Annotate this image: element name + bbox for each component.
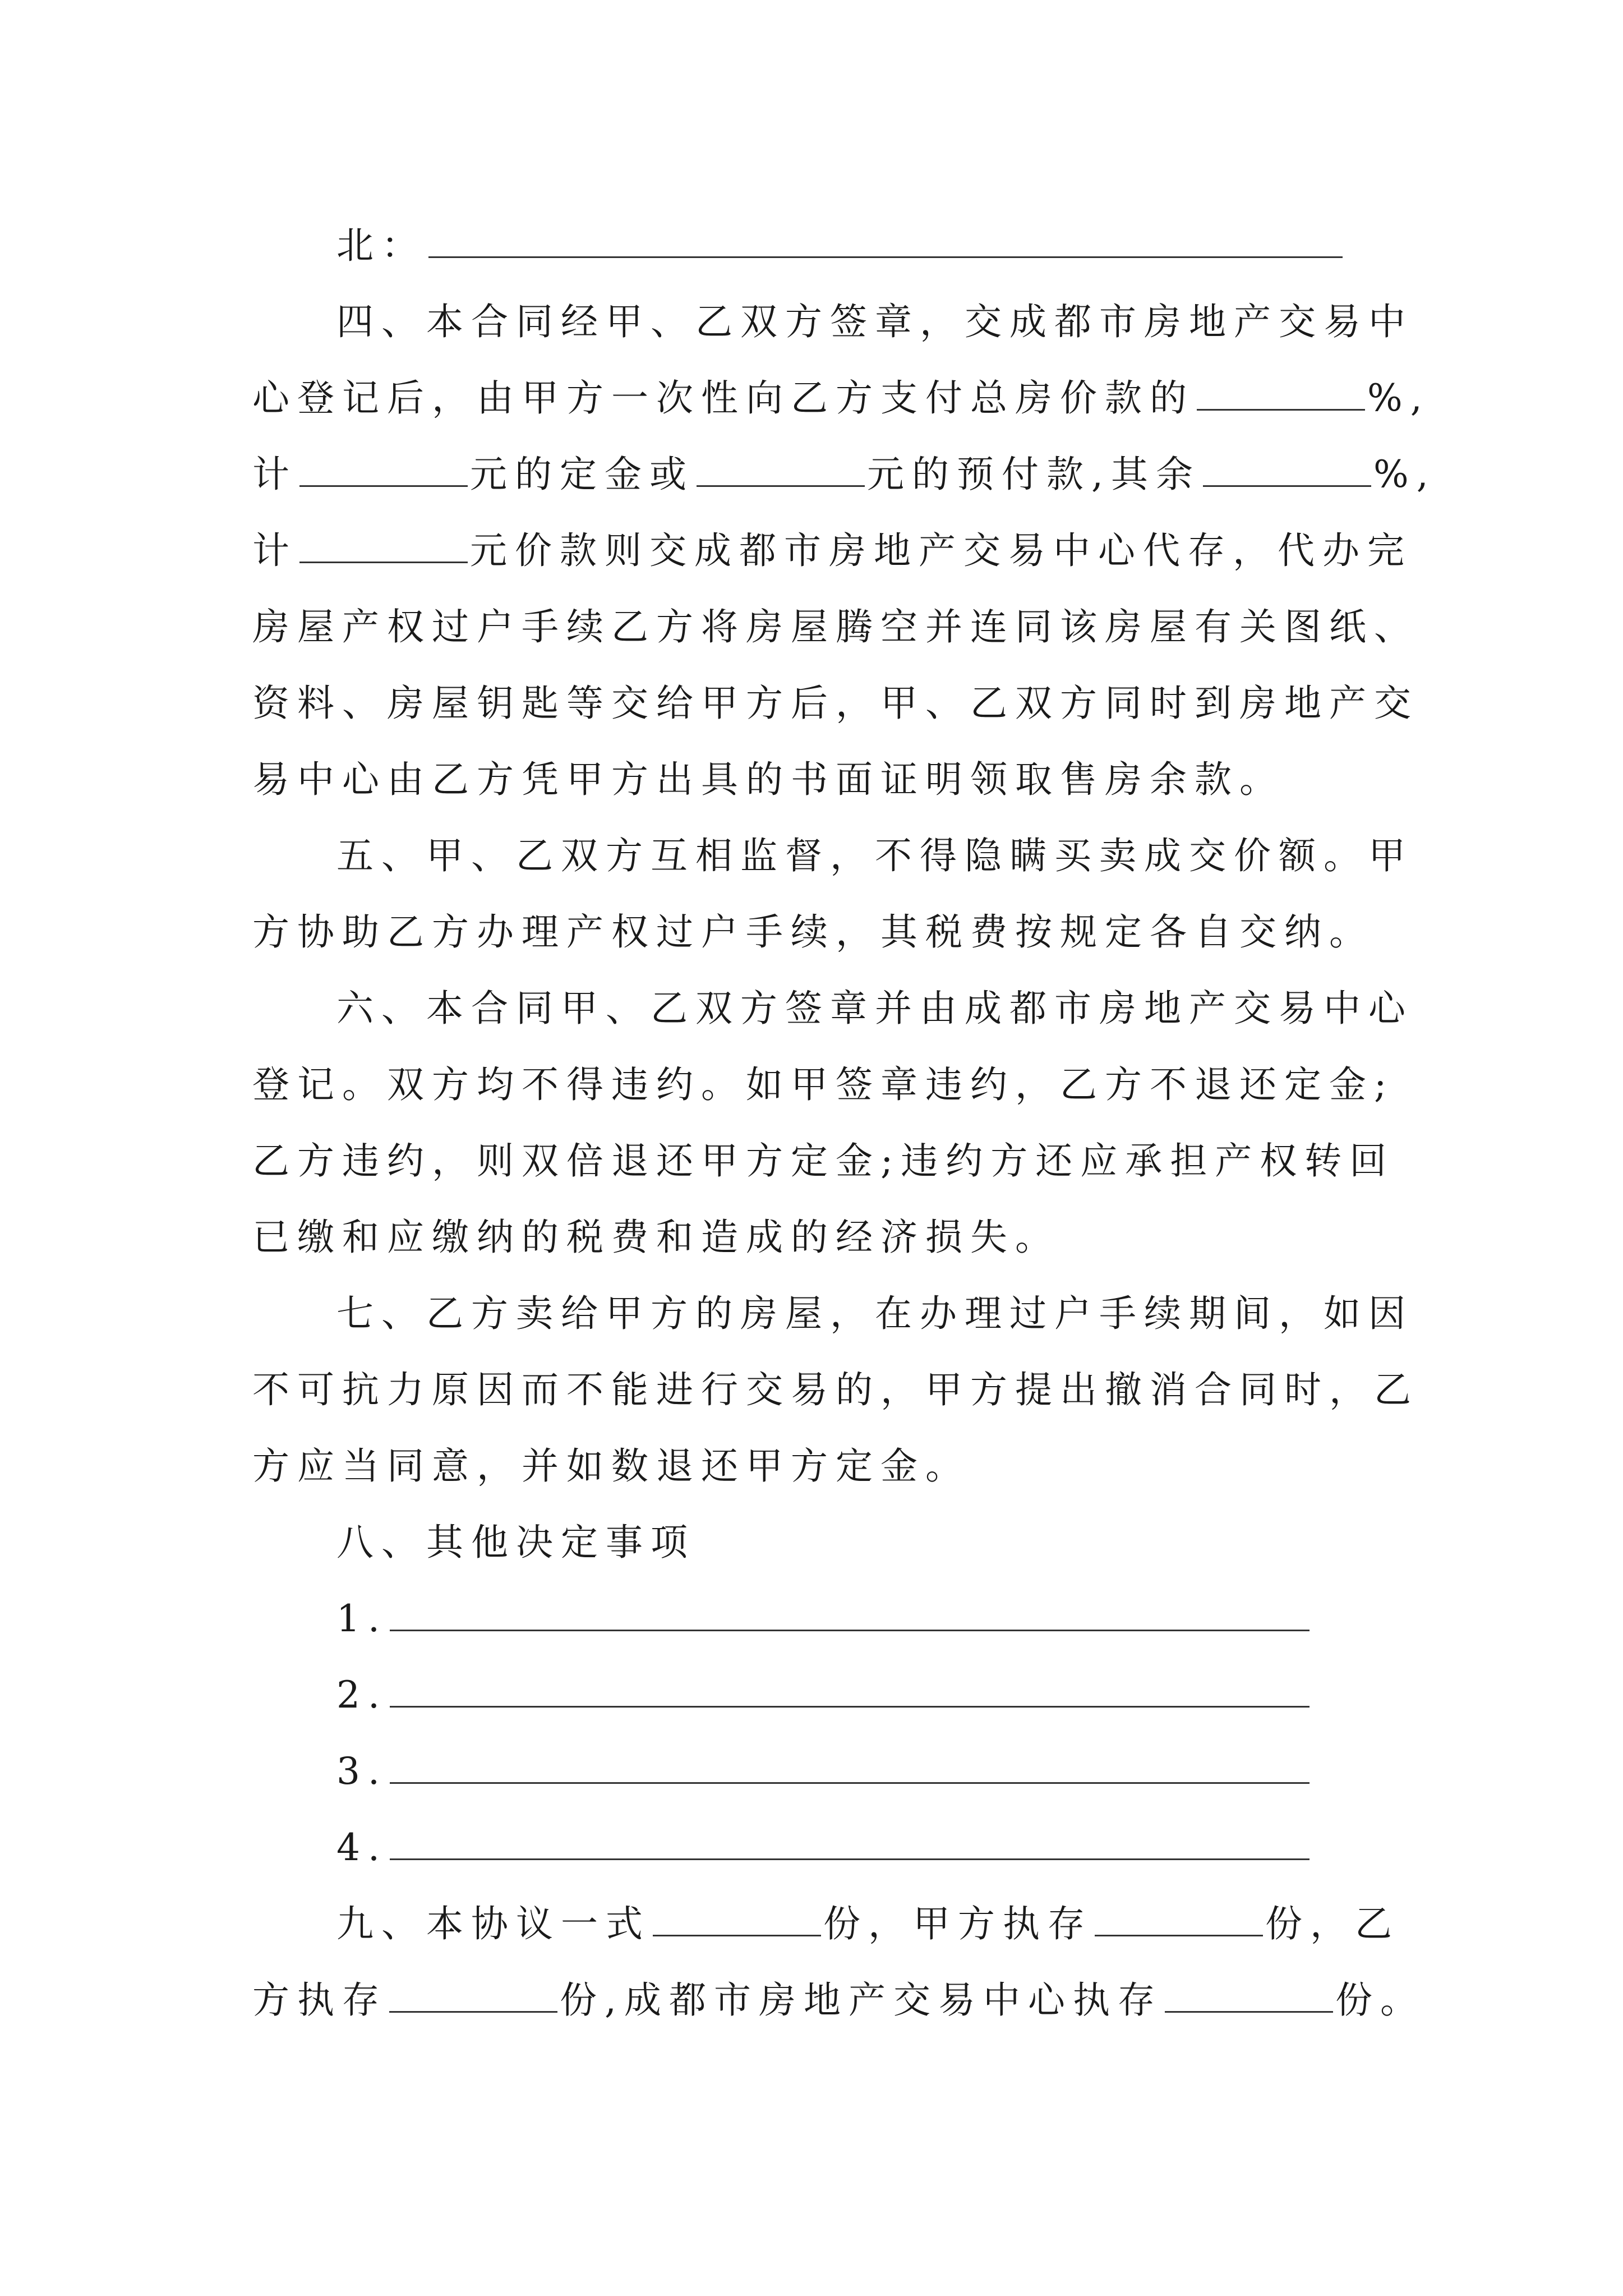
deposit-amount-blank[interactable] <box>299 456 468 487</box>
clause-5-line-1 <box>336 818 1475 894</box>
copies-center-blank[interactable] <box>1165 1982 1333 2013</box>
clause-5-line-2 <box>252 894 1391 970</box>
percent-sign-2: %, <box>1373 453 1436 496</box>
item-4-number: 4. <box>336 1826 388 1869</box>
clause-4-text-7: 易中心由乙方凭甲方出具的书面证明领取售房余款。 <box>252 758 1284 801</box>
clause-7-line-1 <box>336 1276 1475 1352</box>
item-2-number: 2. <box>336 1673 388 1717</box>
item-3-blank[interactable] <box>390 1753 1310 1784</box>
clause-6-text-2: 登记。双方均不得违约。如甲签章违约，乙方不退还定金; <box>252 1063 1395 1106</box>
ji-label-2: 计 <box>252 529 297 572</box>
clause-9-line-2 <box>252 1962 1425 2039</box>
item-3-number: 3. <box>336 1750 388 1793</box>
clause-9-text-2: 份，甲方执存 <box>823 1902 1092 1945</box>
item-1-number: 1. <box>336 1597 388 1640</box>
clause-6-text-1: 六、本合同甲、乙双方签章并由成都市房地产交易中心 <box>336 987 1413 1030</box>
clause-6-line-2 <box>252 1047 1395 1123</box>
clause-7-text-1: 七、乙方卖给甲方的房屋，在办理过户手续期间，如因 <box>336 1292 1413 1335</box>
item-2-line <box>336 1657 1475 1733</box>
doc-line-north <box>336 208 1475 284</box>
clause-4-text-5: 房屋产权过户手续乙方将房屋腾空并连同该房屋有关图纸、 <box>252 605 1419 648</box>
clause-9-text-3: 份，乙 <box>1265 1902 1400 1945</box>
ji-label-1: 计 <box>252 453 297 496</box>
clause-7-text-2: 不可抗力原因而不能进行交易的，甲方提出撤消合同时，乙 <box>252 1368 1419 1411</box>
clause-6-line-3 <box>252 1123 1395 1199</box>
north-label: 北： <box>336 224 426 267</box>
clause-9-line-1 <box>336 1886 1475 1962</box>
clause-4-line-3 <box>252 436 1436 513</box>
clause-9-text-1: 九、本协议一式 <box>336 1902 651 1945</box>
remainder-percent-blank[interactable] <box>1203 456 1371 487</box>
clause-7-line-3 <box>252 1428 1391 1504</box>
clause-6-line-4 <box>252 1199 1391 1276</box>
clause-4-line-6 <box>252 665 1419 742</box>
clause-4-text-2: 心登记后，由甲方一次性向乙方支付总房价款的 <box>252 376 1195 420</box>
deposit-text: 元的定金或 <box>470 453 694 496</box>
clause-5-text-2: 方协助乙方办理产权过户手续，其税费按规定各自交纳。 <box>252 910 1374 954</box>
item-4-line <box>336 1810 1475 1886</box>
copies-total-blank[interactable] <box>653 1906 821 1936</box>
clause-4-line-1 <box>336 284 1475 360</box>
clause-4-line-7 <box>252 742 1391 818</box>
north-blank[interactable] <box>428 227 1343 258</box>
clause-9-text-5: 份,成都市房地产交易中心执存 <box>560 1978 1163 2022</box>
prepayment-amount-blank[interactable] <box>697 456 865 487</box>
clause-6-text-3: 乙方违约，则双倍退还甲方定金;违约方还应承担产权转回 <box>252 1139 1395 1182</box>
item-2-blank[interactable] <box>390 1677 1310 1708</box>
clause-4-line-5 <box>252 589 1419 665</box>
clause-4-text-1: 四、本合同经甲、乙双方签章，交成都市房地产交易中 <box>336 300 1413 343</box>
clause-8-heading <box>336 1504 1475 1581</box>
clause-9-text-6: 份。 <box>1335 1978 1425 2022</box>
clause-9-text-4: 方执存 <box>252 1978 387 2022</box>
clause-8-text: 八、其他决定事项 <box>336 1521 695 1564</box>
copies-party-a-blank[interactable] <box>1095 1906 1263 1936</box>
prepayment-text: 元的预付款,其余 <box>867 453 1201 496</box>
item-1-blank[interactable] <box>390 1600 1310 1631</box>
clause-6-text-4: 已缴和应缴纳的税费和造成的经济损失。 <box>252 1216 1060 1259</box>
remainder-amount-blank[interactable] <box>299 532 468 563</box>
copies-party-b-blank[interactable] <box>389 1982 557 2013</box>
clause-7-text-3: 方应当同意，并如数退还甲方定金。 <box>252 1444 970 1488</box>
clause-5-text-1: 五、甲、乙双方互相监督，不得隐瞒买卖成交价额。甲 <box>336 834 1413 877</box>
clause-4-text-4: 元价款则交成都市房地产交易中心代存，代办完 <box>470 529 1412 572</box>
clause-6-line-1 <box>336 970 1475 1047</box>
clause-4-text-6: 资料、房屋钥匙等交给甲方后，甲、乙双方同时到房地产交 <box>252 682 1419 725</box>
percent-sign-1: %, <box>1367 376 1430 420</box>
clause-7-line-2 <box>252 1352 1419 1428</box>
item-3-line <box>336 1733 1475 1810</box>
total-percent-blank[interactable] <box>1197 380 1365 411</box>
item-1-line <box>336 1581 1475 1657</box>
clause-4-line-2 <box>252 360 1430 436</box>
item-4-blank[interactable] <box>390 1829 1310 1860</box>
clause-4-line-4 <box>252 513 1412 589</box>
